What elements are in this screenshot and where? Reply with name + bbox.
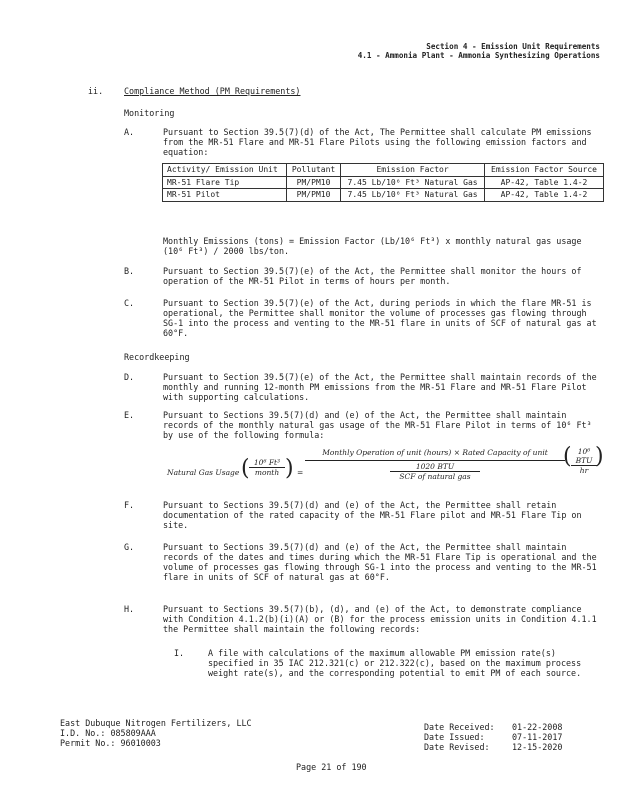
item-h-text: Pursuant to Sections 39.5(7)(b), (d), and (e) of the Act, to demonstrate compliance with Condition 4.1.2(b)(i)(A) or (B) for the process emission units in Condition 4.1.1 the Permittee shall maintain the following records:	[163, 604, 597, 635]
footer-company: East Dubuque Nitrogen Fertilizers, LLC	[60, 718, 252, 728]
table-header-row	[163, 164, 604, 177]
footer-issued-label: Date Issued:	[424, 732, 485, 743]
table-cell: MR-51 Pilot	[163, 189, 287, 202]
footer-permit-value: 96010003	[120, 738, 161, 749]
formula-paren: (	[563, 444, 572, 469]
monitoring-heading: Monitoring	[124, 108, 175, 118]
formula-rhs-fraction	[305, 448, 565, 481]
item-f-text: Pursuant to Sections 39.5(7)(d) and (e) of the Act, the Permittee shall retain documentation of the rated capacity of the MR-51 Flare pilot and MR-51 Flare Tip on site.	[163, 500, 582, 531]
footer-date-received	[424, 722, 562, 732]
table-header-cell: Emission Factor Source	[485, 164, 604, 177]
natural-gas-usage-formula	[163, 446, 603, 494]
item-d-text: Pursuant to Section 39.5(7)(e) of the Act, the Permittee shall maintain records of the monthly and running 12-month PM emissions from the MR-51 Flare and MR-51 Flare Pilot with supporting calculations.	[163, 372, 597, 403]
item-c-text: Pursuant to Section 39.5(7)(e) of the Act, during periods in which the flare MR-51 is operational, the Permittee shall monitor the volume of processes gas flowing through SG-1 into the process and venting to the MR-51 flare in units of SCF of natural gas at 60°F.	[163, 298, 597, 339]
footer-left	[60, 718, 252, 748]
footer-date-issued	[424, 732, 562, 742]
table-row	[163, 189, 604, 202]
table-cell: AP-42, Table 1.4-2	[485, 189, 604, 202]
footer-id	[60, 728, 252, 738]
item-g-label: G.	[124, 542, 135, 552]
formula-rhs-den-bottom: SCF of natural gas	[399, 472, 471, 481]
item-f-label: F.	[124, 500, 135, 510]
item-b-label: B.	[124, 266, 135, 276]
item-b-text: Pursuant to Section 39.5(7)(e) of the Act, the Permittee shall monitor the hours of operation of the MR-51 Pilot in terms of hours per month.	[163, 266, 582, 287]
formula-capacity-num: 10⁶ BTU	[571, 447, 597, 466]
footer-right	[424, 722, 562, 752]
footer-date-revised	[424, 742, 562, 752]
table-header-cell: Pollutant	[286, 164, 340, 177]
footer-permit	[60, 738, 252, 748]
table-cell: 7.45 Lb/10⁶ Ft³ Natural Gas	[341, 189, 485, 202]
footer-id-label: I.D. No.:	[60, 728, 106, 739]
section-number: ii.	[88, 86, 104, 96]
item-h-i-text: A file with calculations of the maximum allowable PM emission rate(s) specified in 35 IAC 212.321(c) or 212.322(c), based on the maximum process weight rate(s), and the corresponding potential to emit PM of each source.	[208, 648, 582, 679]
table-row	[163, 176, 604, 189]
table-cell: AP-42, Table 1.4-2	[485, 176, 604, 189]
footer-id-value: 085809AAA	[110, 728, 156, 739]
formula-rhs-den-top: 1020 BTU	[390, 462, 480, 472]
table-header-cell: Emission Factor	[341, 164, 485, 177]
footer-received-label: Date Received:	[424, 722, 495, 732]
footer-permit-label: Permit No.:	[60, 738, 116, 749]
footer-received-value: 01-22-2008	[512, 722, 563, 732]
recordkeeping-heading: Recordkeeping	[124, 352, 190, 362]
item-e-label: E.	[124, 410, 135, 420]
table-cell: 7.45 Lb/10⁶ Ft³ Natural Gas	[341, 176, 485, 189]
formula-lhs-den: month	[254, 468, 280, 477]
formula-equals: =	[297, 468, 304, 477]
formula-lhs: Natural Gas Usage	[167, 468, 240, 477]
formula-lhs-num: 10⁶ Ft³	[249, 458, 285, 468]
item-c-label: C.	[124, 298, 135, 308]
table-cell: PM/PM10	[286, 189, 340, 202]
formula-lhs-fraction	[249, 458, 285, 477]
formula-paren: )	[595, 444, 604, 469]
section-header-line2: 4.1 - Ammonia Plant - Ammonia Synthesizing Operations	[357, 51, 600, 61]
footer-revised-label: Date Revised:	[424, 742, 490, 753]
section-title: Compliance Method (PM Requirements)	[124, 86, 301, 96]
formula-paren: )	[285, 456, 294, 481]
emission-factor-table	[162, 163, 604, 202]
item-h-i-label: I.	[174, 648, 185, 658]
formula-paren: (	[241, 456, 250, 481]
formula-capacity-fraction	[571, 447, 597, 475]
table-cell: PM/PM10	[286, 176, 340, 189]
section-header	[358, 42, 600, 60]
footer-issued-value: 07-11-2017	[512, 732, 563, 743]
item-d-label: D.	[124, 372, 135, 382]
item-g-text: Pursuant to Sections 39.5(7)(d) and (e) of the Act, the Permittee shall maintain records of the dates and times during which the MR-51 Flare Tip is operational and the volume of processes gas flowing through SG-1 into the process and venting to the MR-51 flare in units of SCF of natural gas at 60°F.	[163, 542, 597, 583]
item-e-text: Pursuant to Sections 39.5(7)(d) and (e) of the Act, the Permittee shall maintain records of the monthly natural gas usage of the MR-51 Flare Pilot in terms of 10⁶ Ft³ by use of the following formula:	[163, 410, 592, 441]
item-a-text: Pursuant to Section 39.5(7)(d) of the Act, The Permittee shall calculate PM emissions from the MR-51 Flare and MR-51 Flare Pilots using the following emission factors and equation:	[163, 127, 592, 158]
page-number: Page 21 of 190	[296, 762, 367, 772]
table-cell: MR-51 Flare Tip	[163, 176, 287, 189]
item-h-label: H.	[124, 604, 135, 614]
footer-revised-value: 12-15-2020	[512, 742, 563, 753]
item-a-label: A.	[124, 127, 135, 137]
table-header-cell: Activity/ Emission Unit	[163, 164, 287, 177]
formula-capacity-den: hr	[579, 466, 589, 475]
section-header-line1: Section 4 - Emission Unit Requirements	[426, 42, 600, 51]
formula-rhs-num: Monthly Operation of unit (hours) × Rated Capacity of unit	[305, 448, 565, 461]
monthly-emissions-equation: Monthly Emissions (tons) = Emission Factor (Lb/10⁶ Ft³) x monthly natural gas usage (10⁶ Ft³) / 2000 lbs/ton.	[163, 236, 582, 257]
